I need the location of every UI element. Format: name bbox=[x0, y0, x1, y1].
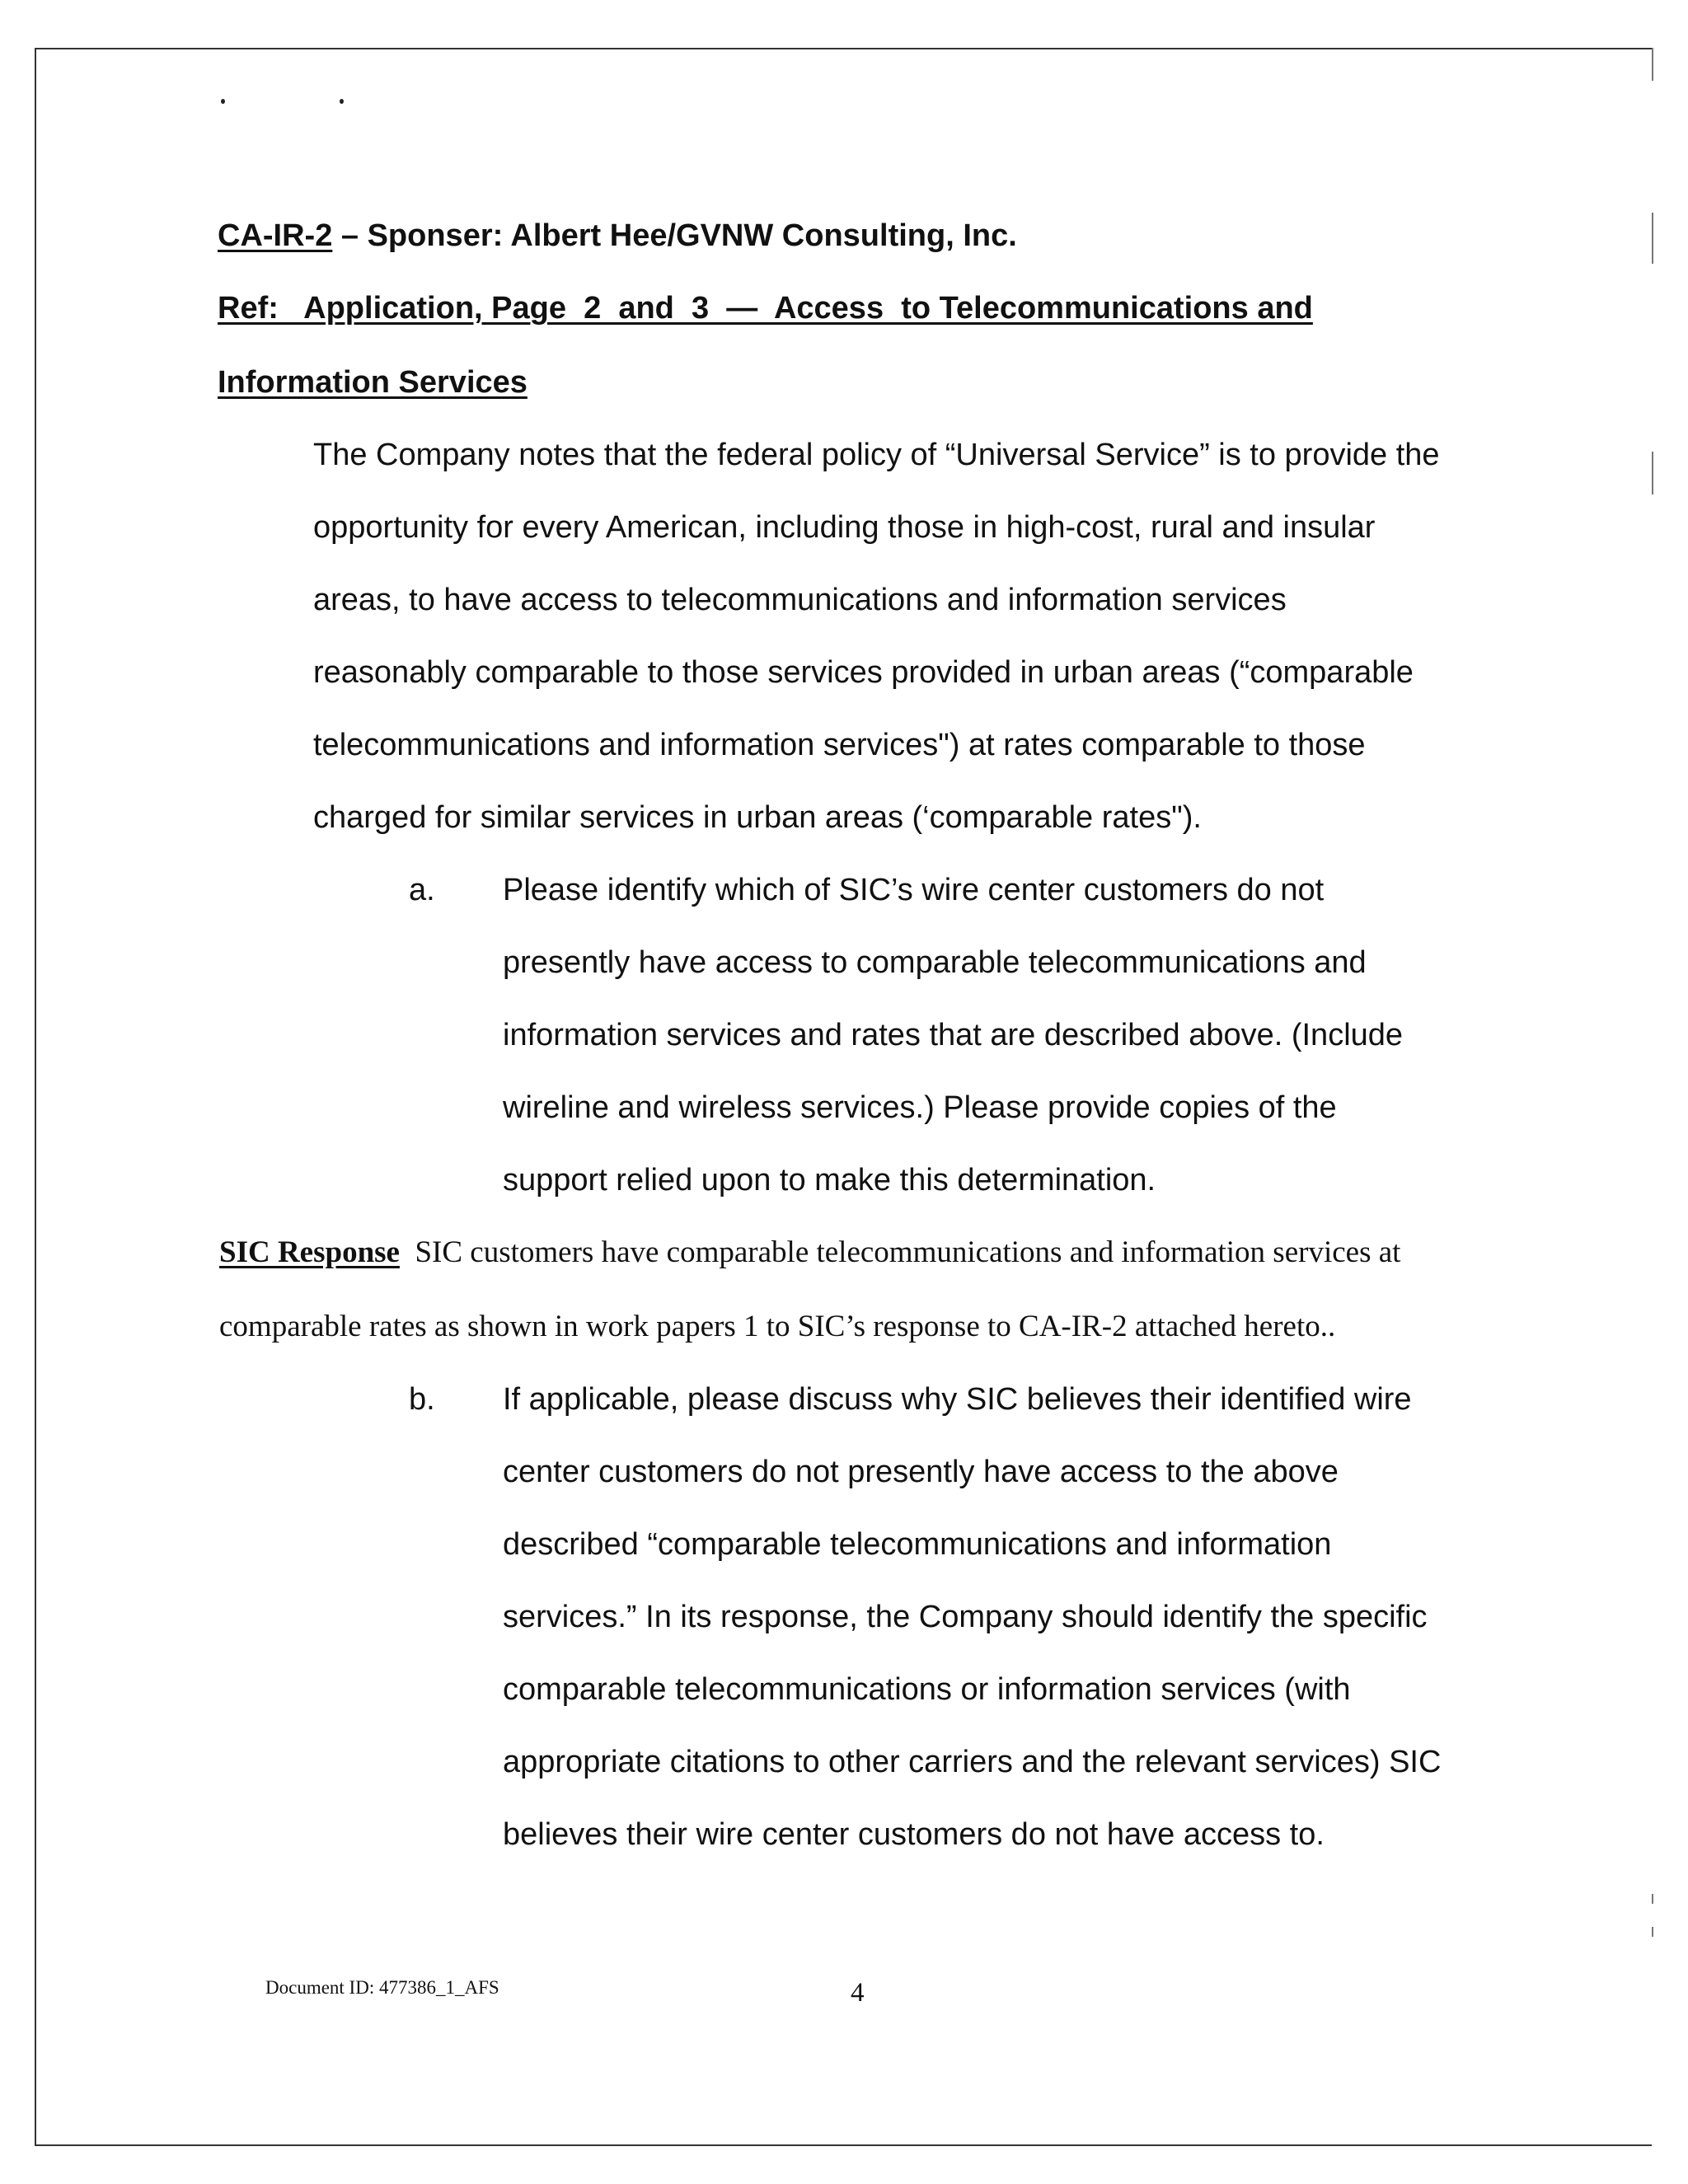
item-a-label: a. bbox=[409, 873, 435, 907]
item-b-line: believes their wire center customers do not have access to. bbox=[503, 1817, 1325, 1852]
item-a-line: Please identify which of SIC’s wire center customers do not bbox=[503, 873, 1325, 907]
item-a-line: wireline and wireless services.) Please provide copies of the bbox=[503, 1090, 1337, 1125]
response-line bbox=[219, 1235, 1400, 1271]
scan-speck bbox=[340, 99, 344, 104]
scan-mark-right bbox=[1652, 1927, 1653, 1937]
item-b-line: comparable telecommunications or information services (with bbox=[503, 1672, 1351, 1707]
item-b-line: services.” In its response, the Company should identify the specific bbox=[503, 1600, 1428, 1634]
intro-line: The Company notes that the federal policy of “Universal Service” is to provide the bbox=[313, 438, 1440, 472]
heading-sponsor-line bbox=[218, 218, 1017, 254]
item-b-line: If applicable, please discuss why SIC believes their identified wire bbox=[503, 1382, 1412, 1417]
document-id: Document ID: 477386_1_AFS bbox=[265, 1977, 499, 1998]
item-a-line: presently have access to comparable telecommunications and bbox=[503, 945, 1367, 980]
response-text: SIC customers have comparable telecommunications and information services at bbox=[399, 1235, 1401, 1269]
scan-mark-right bbox=[1652, 213, 1653, 264]
scan-border-left bbox=[35, 48, 36, 2146]
item-b-line: appropriate citations to other carriers and the relevant services) SIC bbox=[503, 1745, 1442, 1779]
scan-speck bbox=[221, 99, 225, 104]
item-a-line: support relied upon to make this determination. bbox=[503, 1163, 1156, 1197]
scan-mark-right bbox=[1652, 48, 1653, 81]
item-b-line: described “comparable telecommunications and information bbox=[503, 1527, 1332, 1562]
scan-mark-right bbox=[1652, 452, 1653, 494]
scan-mark-right bbox=[1652, 1894, 1653, 1904]
intro-line: reasonably comparable to those services provided in urban areas (“comparable bbox=[313, 655, 1414, 690]
response-line-continued: comparable rates as shown in work papers 1 to SIC’s response to CA-IR-2 attached hereto.. bbox=[219, 1310, 1336, 1343]
scan-border-top bbox=[35, 48, 1652, 49]
intro-line: charged for similar services in urban areas (‘comparable rates"). bbox=[313, 800, 1202, 835]
intro-line: opportunity for every American, including those in high-cost, rural and insular bbox=[313, 510, 1376, 545]
scan-border-bottom bbox=[35, 2144, 1652, 2146]
heading-ref-line: Ref: Application, Page 2 and 3 — Access to Telecommunications and bbox=[218, 291, 1313, 326]
heading-sponsor-text: – Sponser: Albert Hee/GVNW Consulting, Inc. bbox=[332, 218, 1017, 253]
response-label: SIC Response bbox=[219, 1235, 400, 1269]
intro-line: areas, to have access to telecommunications and information services bbox=[313, 583, 1287, 617]
page-number: 4 bbox=[851, 1978, 865, 2008]
item-b-label: b. bbox=[409, 1382, 435, 1417]
heading-ref-line-continued: Information Services bbox=[218, 365, 528, 400]
item-a-line: information services and rates that are described above. (Include bbox=[503, 1018, 1404, 1052]
item-b-line: center customers do not presently have access to the above bbox=[503, 1455, 1339, 1489]
heading-id-label: CA-IR-2 bbox=[218, 218, 333, 253]
intro-line: telecommunications and information services") at rates comparable to those bbox=[313, 728, 1366, 762]
